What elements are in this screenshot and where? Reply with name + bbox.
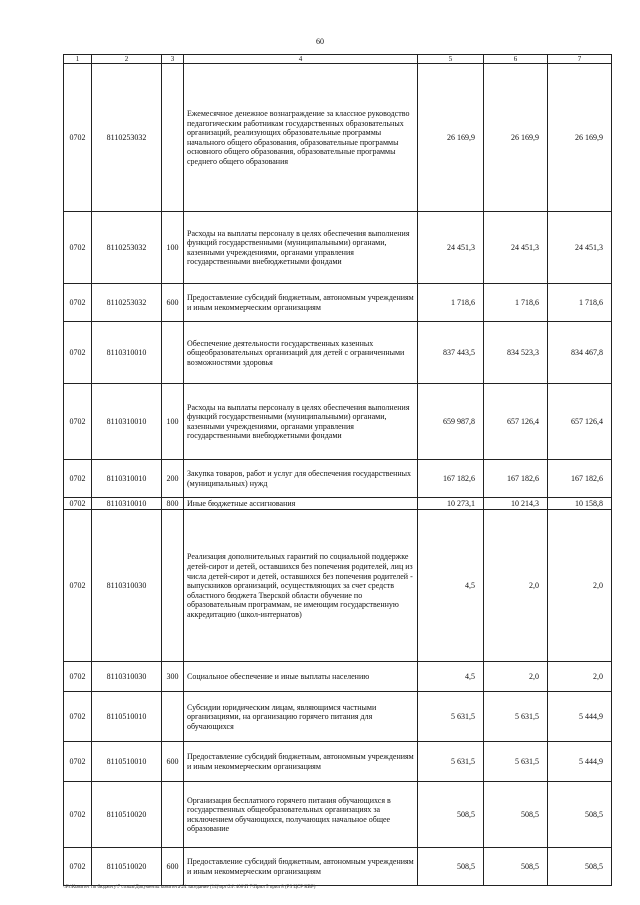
- amount-col6: 2,0: [484, 662, 548, 692]
- section-code: 0702: [64, 692, 92, 742]
- table-row: [64, 384, 612, 460]
- table-row: [64, 692, 612, 742]
- amount-col6: 10 214,3: [484, 498, 548, 510]
- amount-col5: 5 631,5: [418, 692, 484, 742]
- table-row: [64, 212, 612, 284]
- row-description: Обеспечение деятельности государственных казенных общеобразовательных организаций для детей с ограниченными возможностями здоровья: [184, 322, 418, 384]
- target-article-code: 8110510020: [92, 848, 162, 886]
- amount-col5: 167 182,6: [418, 460, 484, 498]
- expense-type-code: 800: [162, 498, 184, 510]
- amount-col6: 1 718,6: [484, 284, 548, 322]
- table-row: [64, 848, 612, 886]
- expense-type-code: 600: [162, 284, 184, 322]
- amount-col6: 26 169,9: [484, 64, 548, 212]
- expense-type-code: 600: [162, 742, 184, 782]
- row-description: Предоставление субсидий бюджетным, автономным учреждениям и иным некоммерческим организациям: [184, 284, 418, 322]
- amount-col7: 1 718,6: [548, 284, 612, 322]
- expense-type-code: [162, 510, 184, 662]
- section-code: 0702: [64, 212, 92, 284]
- header-row: [64, 55, 612, 64]
- column-header: 1: [64, 55, 92, 64]
- column-header: 3: [162, 55, 184, 64]
- expense-type-code: [162, 782, 184, 848]
- section-code: 0702: [64, 64, 92, 212]
- column-header: 5: [418, 55, 484, 64]
- row-description: Организация бесплатного горячего питания обучающихся в государственных общеобразовательных организациях за исключением обучающихся, получающих начальное общее образование: [184, 782, 418, 848]
- expense-type-code: 100: [162, 384, 184, 460]
- amount-col7: 2,0: [548, 510, 612, 662]
- section-code: 0702: [64, 848, 92, 886]
- section-code: 0702: [64, 284, 92, 322]
- table-row: [64, 742, 612, 782]
- budget-table: [63, 54, 612, 886]
- amount-col5: 4,5: [418, 662, 484, 692]
- amount-col7: 10 158,8: [548, 498, 612, 510]
- expense-type-code: [162, 64, 184, 212]
- column-header: 7: [548, 55, 612, 64]
- amount-col5: 508,5: [418, 782, 484, 848]
- column-header: 4: [184, 55, 418, 64]
- target-article-code: 8110253032: [92, 64, 162, 212]
- amount-col6: 834 523,3: [484, 322, 548, 384]
- section-code: 0702: [64, 498, 92, 510]
- amount-col7: 834 467,8: [548, 322, 612, 384]
- amount-col5: 659 987,8: [418, 384, 484, 460]
- expense-type-code: 600: [162, 848, 184, 886]
- section-code: 0702: [64, 384, 92, 460]
- row-description: Реализация дополнительных гарантий по социальной поддержке детей-сирот и детей, оставшихся без попечения родителей, лиц из числа детей-сирот и детей, оставшихся без попечения родителей - выпускников организаций, осуществляющих за счет средств областного бюджета Тверской области обучение по образовательным программам, не имеющим государственную аккредитацию (школ-интернатов): [184, 510, 418, 662]
- target-article-code: 8110310010: [92, 322, 162, 384]
- amount-col7: 657 126,4: [548, 384, 612, 460]
- section-code: 0702: [64, 460, 92, 498]
- table-row: [64, 460, 612, 498]
- amount-col7: 508,5: [548, 848, 612, 886]
- target-article-code: 8110253032: [92, 212, 162, 284]
- amount-col6: 2,0: [484, 510, 548, 662]
- amount-col7: 24 451,3: [548, 212, 612, 284]
- target-article-code: 8110510020: [92, 782, 162, 848]
- row-description: Ежемесячное денежное вознаграждение за классное руководство педагогическим работникам государственных образовательных организаций, реализующих образовательные программы начального общего образования, образовательные программы основного общего образования, образовательные программы среднего общего образования: [184, 64, 418, 212]
- amount-col7: 167 182,6: [548, 460, 612, 498]
- expense-type-code: 100: [162, 212, 184, 284]
- amount-col7: 26 169,9: [548, 64, 612, 212]
- column-header: 2: [92, 55, 162, 64]
- section-code: 0702: [64, 662, 92, 692]
- target-article-code: 8110510010: [92, 692, 162, 742]
- amount-col5: 26 169,9: [418, 64, 484, 212]
- amount-col5: 24 451,3: [418, 212, 484, 284]
- amount-col7: 2,0: [548, 662, 612, 692]
- table-row: [64, 498, 612, 510]
- column-header: 6: [484, 55, 548, 64]
- table-row: [64, 782, 612, 848]
- target-article-code: 8110510010: [92, 742, 162, 782]
- amount-col6: 167 182,6: [484, 460, 548, 498]
- expense-type-code: 200: [162, 460, 184, 498]
- amount-col5: 10 273,1: [418, 498, 484, 510]
- section-code: 0702: [64, 782, 92, 848]
- table-row: [64, 64, 612, 212]
- section-code: 0702: [64, 742, 92, 782]
- table-row: [64, 510, 612, 662]
- expense-type-code: 300: [162, 662, 184, 692]
- amount-col5: 1 718,6: [418, 284, 484, 322]
- target-article-code: 8110253032: [92, 284, 162, 322]
- amount-col6: 24 451,3: [484, 212, 548, 284]
- row-description: Расходы на выплаты персоналу в целях обеспечения выполнения функций государственными (муниципальными) органами, казенными учреждениями, органами управления государственными внебюджетными фондами: [184, 212, 418, 284]
- amount-col7: 508,5: [548, 782, 612, 848]
- amount-col6: 657 126,4: [484, 384, 548, 460]
- target-article-code: 8110310010: [92, 384, 162, 460]
- row-description: Предоставление субсидий бюджетным, автономным учреждениям и иным некоммерческим организациям: [184, 848, 418, 886]
- row-description: Социальное обеспечение и иные выплаты населению: [184, 662, 418, 692]
- target-article-code: 8110310010: [92, 498, 162, 510]
- page-number: 60: [316, 37, 324, 46]
- target-article-code: 8110310030: [92, 662, 162, 692]
- row-description: Предоставление субсидий бюджетным, автономным учреждениям и иным некоммерческим организациям: [184, 742, 418, 782]
- row-description: Расходы на выплаты персоналу в целях обеспечения выполнения функций государственными (муниципальными) органами, казенными учреждениями, органами управления государственными внебюджетными фондами: [184, 384, 418, 460]
- amount-col7: 5 444,9: [548, 692, 612, 742]
- amount-col6: 508,5: [484, 782, 548, 848]
- amount-col5: 4,5: [418, 510, 484, 662]
- section-code: 0702: [64, 322, 92, 384]
- target-article-code: 8110310010: [92, 460, 162, 498]
- target-article-code: 8110310030: [92, 510, 162, 662]
- expense-type-code: [162, 692, 184, 742]
- amount-col5: 508,5: [418, 848, 484, 886]
- section-code: 0702: [64, 510, 92, 662]
- amount-col6: 5 631,5: [484, 692, 548, 742]
- table-row: [64, 284, 612, 322]
- footer-file-path: \\Fs\Комитет по бюджету\7 созыв\Документы комитета\24 заседание (14)\орт\24\ 406\П 7\Прил 5 прил 8 (РЗ ЦСР КВР): [63, 885, 316, 890]
- amount-col6: 508,5: [484, 848, 548, 886]
- amount-col5: 5 631,5: [418, 742, 484, 782]
- expense-type-code: [162, 322, 184, 384]
- row-description: Субсидии юридическим лицам, являющимся частными организациями, на организацию горячего питания для обучающихся: [184, 692, 418, 742]
- amount-col5: 837 443,5: [418, 322, 484, 384]
- table-row: [64, 322, 612, 384]
- row-description: Закупка товаров, работ и услуг для обеспечения государственных (муниципальных) нужд: [184, 460, 418, 498]
- row-description: Иные бюджетные ассигнования: [184, 498, 418, 510]
- amount-col7: 5 444,9: [548, 742, 612, 782]
- amount-col6: 5 631,5: [484, 742, 548, 782]
- table-row: [64, 662, 612, 692]
